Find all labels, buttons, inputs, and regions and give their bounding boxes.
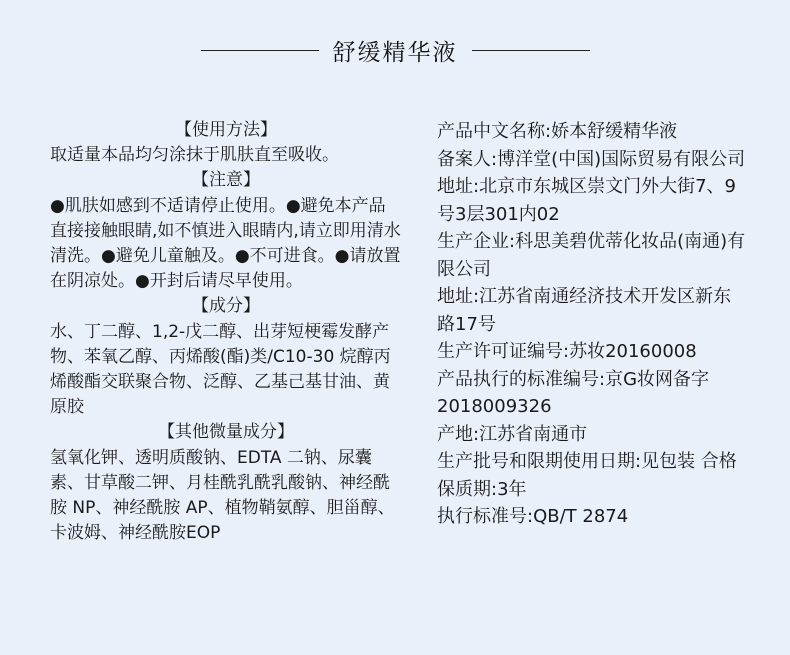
- manufacturer: 生产企业:科思美碧优蒂化妆品(南通)有限公司: [437, 231, 746, 280]
- standard-number: 产品执行的标准编号:京G妆网备字2018009326: [437, 368, 710, 417]
- product-title: 舒缓精华液: [332, 39, 458, 66]
- right-column: [437, 118, 772, 531]
- ingredients-heading: 【成分】: [192, 296, 260, 317]
- page-header: [0, 30, 790, 70]
- ingredients-text: 水、丁二醇、1,2-戊二醇、出芽短梗霉发酵产物、苯氧乙醇、丙烯酸(酯)类/C10-30 烷醇丙烯酸酯交联聚合物、泛醇、乙基己基甘油、黄原胶: [50, 321, 391, 418]
- trace-ingredients-text: 氢氧化钾、透明质酸钠、EDTA 二钠、尿囊素、甘草酸二钾、月桂酰乳酰乳酸钠、神经酰胺 NP、神经酰胺 AP、植物鞘氨醇、胆甾醇、卡波姆、神经酰胺EOP: [50, 447, 395, 544]
- manufacturer-address: 地址:江苏省南通经济技术开发区新东路17号: [437, 286, 732, 335]
- caution-heading: 【注意】: [192, 170, 260, 191]
- trace-ingredients-heading: 【其他微量成分】: [158, 422, 294, 443]
- left-column: [50, 118, 402, 546]
- batch-and-shelf-life: 生产批号和限期使用日期:见包装 合格 保质期:3年: [437, 451, 772, 500]
- filer: 备案人:博洋堂(中国)国际贸易有限公司: [437, 148, 746, 170]
- caution-text: ●肌肤如感到不适请停止使用。●避免本产品直接接触眼睛,如不慎进入眼睛内,请立即用清水清洗。●避免儿童触及。●不可进食。●请放置在阴凉处。●开封后请尽早使用。: [50, 195, 401, 292]
- execution-standard: 执行标准号:QB/T 2874: [437, 506, 629, 527]
- header-left-rule: [201, 50, 319, 51]
- filer-address: 地址:北京市东城区崇文门外大街7、9号3层301内02: [437, 176, 736, 225]
- header-right-rule: [472, 50, 590, 51]
- license-number: 生产许可证编号:苏妆20160008: [437, 341, 697, 362]
- usage-text: 取适量本品均匀涂抹于肌肤直至吸收。: [50, 145, 339, 166]
- product-name: 产品中文名称:娇本舒缓精华液: [437, 121, 678, 142]
- usage-heading: 【使用方法】: [175, 120, 277, 140]
- origin: 产地:江苏省南通市: [437, 423, 588, 445]
